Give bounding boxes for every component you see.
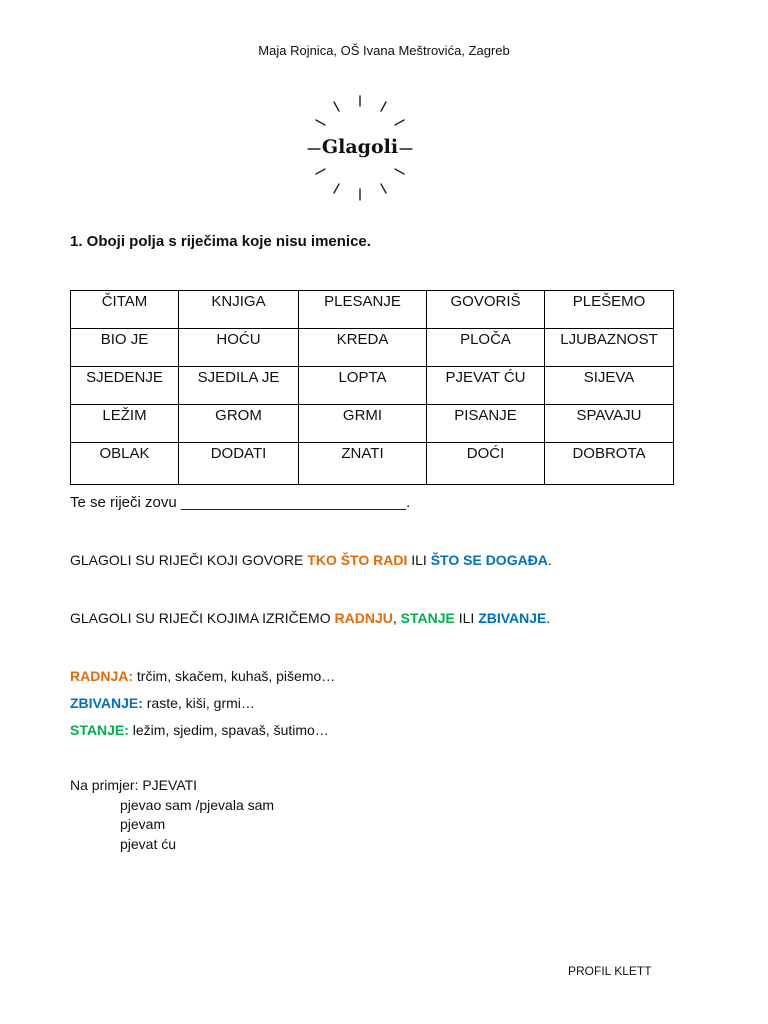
publisher-footer: PROFIL KLETT (568, 964, 652, 978)
rule2-highlight-zbivanje: ZBIVANJE (478, 610, 547, 626)
grid-cell[interactable]: HOĆU (179, 329, 299, 367)
form-future: pjevat ću (120, 835, 177, 852)
grid-cell[interactable]: OBLAK (71, 443, 179, 485)
example-conjugation (70, 776, 274, 854)
grid-row (71, 443, 674, 485)
grid-cell[interactable]: GROM (179, 405, 299, 443)
example-label: RADNJA: (70, 668, 133, 684)
grid-cell[interactable]: KNJIGA (179, 291, 299, 329)
grid-cell[interactable]: GOVORIŠ (427, 291, 545, 329)
example-text: trčim, skačem, kuhaš, pišemo… (133, 668, 336, 684)
title-badge (300, 90, 420, 205)
grid-cell[interactable]: LOPTA (299, 367, 427, 405)
form-present: pjevam (120, 816, 166, 832)
example-text: raste, kiši, grmi… (142, 695, 255, 711)
grid-cell[interactable]: ZNATI (299, 443, 427, 485)
rule2-sep2: ILI (454, 610, 479, 626)
grid-row (71, 405, 674, 443)
example-text: ležim, sjedim, spavaš, šutimo… (128, 722, 329, 738)
grid-cell[interactable]: SPAVAJU (545, 405, 674, 443)
rule2-highlight-radnju: RADNJU (334, 610, 393, 626)
grid-cell[interactable]: KREDA (299, 329, 427, 367)
answer-line: Te se riječi zovu ___________________________. (70, 494, 411, 511)
grid-cell[interactable]: SJEDILA JE (179, 367, 299, 405)
rule2-suffix: . (546, 610, 551, 626)
rule1-highlight-tko: TKO ŠTO RADI (307, 552, 408, 568)
form-past: pjevao sam /pjevala sam (120, 796, 275, 813)
rule1-suffix: . (547, 552, 552, 568)
example-label: STANJE: (70, 722, 129, 738)
grid-cell[interactable]: PLESANJE (299, 291, 427, 329)
example-label: ZBIVANJE: (70, 695, 143, 711)
example-stanje (70, 722, 335, 738)
grid-cell[interactable]: DOĆI (427, 443, 545, 485)
page-title: Glagoli (321, 136, 399, 158)
grid-cell[interactable]: PISANJE (427, 405, 545, 443)
grid-cell[interactable]: SIJEVA (545, 367, 674, 405)
grid-cell[interactable]: PJEVAT ĆU (427, 367, 545, 405)
grid-cell[interactable]: BIO JE (71, 329, 179, 367)
grid-cell[interactable]: PLOČA (427, 329, 545, 367)
rule1-middle: ILI (407, 552, 431, 568)
word-grid (70, 290, 674, 485)
rule1-highlight-sto: ŠTO SE DOGAĐA (430, 552, 548, 568)
rule-sentence-2 (70, 610, 550, 626)
example-zbivanje (70, 695, 335, 711)
author-line: Maja Rojnica, OŠ Ivana Meštrovića, Zagreb (258, 43, 510, 58)
example-intro: Na primjer: PJEVATI (70, 777, 198, 793)
rule1-prefix: GLAGOLI SU RIJEČI KOJI GOVORE (70, 552, 308, 568)
example-radnja (70, 668, 335, 684)
grid-row (71, 329, 674, 367)
rule-sentence-1 (70, 552, 552, 568)
grid-cell[interactable]: GRMI (299, 405, 427, 443)
examples-list (70, 668, 335, 738)
grid-cell[interactable]: SJEDENJE (71, 367, 179, 405)
grid-cell[interactable]: DODATI (179, 443, 299, 485)
grid-cell[interactable]: DOBROTA (545, 443, 674, 485)
grid-cell[interactable]: LJUBAZNOST (545, 329, 674, 367)
grid-cell[interactable]: ČITAM (71, 291, 179, 329)
grid-row (71, 291, 674, 329)
grid-row (71, 367, 674, 405)
rule2-prefix: GLAGOLI SU RIJEČI KOJIMA IZRIČEMO (70, 610, 335, 626)
grid-cell[interactable]: PLEŠEMO (545, 291, 674, 329)
rule2-highlight-stanje: STANJE (400, 610, 455, 626)
task-instruction: 1. Oboji polja s riječima koje nisu imenice. (70, 233, 371, 250)
rule2-sep1: , (392, 610, 401, 626)
grid-cell[interactable]: LEŽIM (71, 405, 179, 443)
